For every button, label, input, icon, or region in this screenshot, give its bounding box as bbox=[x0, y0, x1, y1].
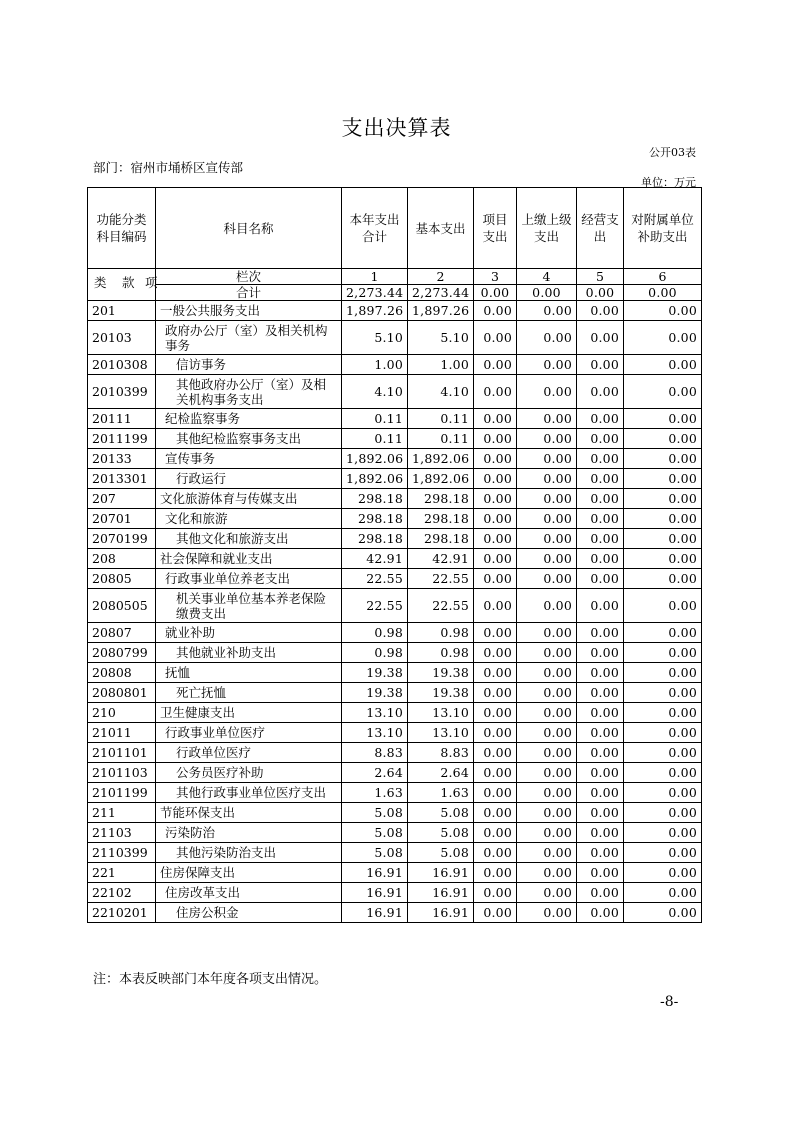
row-value: 19.38 bbox=[342, 683, 408, 703]
row-name: 其他文化和旅游支出 bbox=[156, 529, 342, 549]
table-row bbox=[88, 663, 702, 683]
table-row bbox=[88, 469, 702, 489]
row-code: 2010308 bbox=[88, 355, 156, 375]
total-value: 2,273.44 bbox=[408, 285, 474, 301]
total-value: 0.00 bbox=[474, 285, 517, 301]
table-row bbox=[88, 903, 702, 923]
header-business: 经营支出 bbox=[577, 188, 624, 269]
row-value: 0.00 bbox=[474, 301, 517, 321]
row-code: 2110399 bbox=[88, 843, 156, 863]
row-code: 20133 bbox=[88, 449, 156, 469]
row-value: 0.00 bbox=[577, 723, 624, 743]
row-value: 0.00 bbox=[474, 409, 517, 429]
row-name: 住房保障支出 bbox=[156, 863, 342, 883]
row-value: 2.64 bbox=[342, 763, 408, 783]
row-value: 0.00 bbox=[577, 469, 624, 489]
row-value: 298.18 bbox=[342, 529, 408, 549]
row-value: 0.00 bbox=[624, 355, 702, 375]
table-row bbox=[88, 355, 702, 375]
row-value: 19.38 bbox=[342, 663, 408, 683]
row-code: 2011199 bbox=[88, 429, 156, 449]
row-value: 0.00 bbox=[517, 743, 577, 763]
row-value: 0.00 bbox=[517, 549, 577, 569]
row-value: 0.00 bbox=[624, 863, 702, 883]
row-name: 文化旅游体育与传媒支出 bbox=[156, 489, 342, 509]
row-code: 210 bbox=[88, 703, 156, 723]
row-value: 16.91 bbox=[342, 883, 408, 903]
row-name: 污染防治 bbox=[156, 823, 342, 843]
row-value: 0.00 bbox=[624, 469, 702, 489]
row-code: 207 bbox=[88, 489, 156, 509]
row-value: 1,892.06 bbox=[342, 469, 408, 489]
unit-label: 单位：万元 bbox=[641, 176, 696, 189]
row-value: 0.98 bbox=[342, 623, 408, 643]
row-value: 0.00 bbox=[624, 409, 702, 429]
row-code: 21103 bbox=[88, 823, 156, 843]
row-value: 0.00 bbox=[474, 723, 517, 743]
row-name: 其他纪检监察事务支出 bbox=[156, 429, 342, 449]
header-basic: 基本支出 bbox=[408, 188, 474, 269]
row-value: 0.00 bbox=[517, 469, 577, 489]
row-value: 0.00 bbox=[474, 321, 517, 355]
row-value: 42.91 bbox=[342, 549, 408, 569]
row-value: 0.00 bbox=[474, 903, 517, 923]
row-code: 2013301 bbox=[88, 469, 156, 489]
row-value: 0.00 bbox=[474, 843, 517, 863]
row-value: 298.18 bbox=[342, 509, 408, 529]
total-value: 0.00 bbox=[577, 285, 624, 301]
row-value: 0.00 bbox=[624, 429, 702, 449]
row-value: 0.00 bbox=[577, 589, 624, 623]
row-name: 住房改革支出 bbox=[156, 883, 342, 903]
row-value: 0.00 bbox=[624, 723, 702, 743]
row-value: 0.00 bbox=[577, 509, 624, 529]
table-row bbox=[88, 623, 702, 643]
row-value: 0.00 bbox=[517, 723, 577, 743]
expenditure-table bbox=[87, 187, 702, 923]
row-value: 0.00 bbox=[624, 643, 702, 663]
row-value: 0.00 bbox=[517, 509, 577, 529]
row-value: 0.00 bbox=[517, 355, 577, 375]
table-row bbox=[88, 449, 702, 469]
row-name: 政府办公厅（室）及相关机构事务 bbox=[156, 321, 342, 355]
row-code: 20805 bbox=[88, 569, 156, 589]
row-name: 信访事务 bbox=[156, 355, 342, 375]
header-total: 本年支出合计 bbox=[342, 188, 408, 269]
table-row bbox=[88, 703, 702, 723]
row-value: 0.00 bbox=[517, 663, 577, 683]
col-num-6: 6 bbox=[624, 269, 702, 285]
row-value: 0.00 bbox=[577, 883, 624, 903]
row-value: 22.55 bbox=[408, 589, 474, 623]
row-value: 0.00 bbox=[517, 683, 577, 703]
row-value: 0.00 bbox=[624, 743, 702, 763]
lei-label: 类 bbox=[94, 275, 107, 290]
row-value: 0.00 bbox=[474, 623, 517, 643]
row-value: 1.63 bbox=[408, 783, 474, 803]
table-row bbox=[88, 643, 702, 663]
row-value: 22.55 bbox=[408, 569, 474, 589]
row-value: 0.11 bbox=[342, 409, 408, 429]
lanci-label: 栏次 bbox=[156, 269, 342, 285]
row-name: 社会保障和就业支出 bbox=[156, 549, 342, 569]
table-row bbox=[88, 823, 702, 843]
row-value: 0.00 bbox=[517, 375, 577, 409]
row-value: 0.00 bbox=[517, 763, 577, 783]
row-value: 8.83 bbox=[342, 743, 408, 763]
row-name: 卫生健康支出 bbox=[156, 703, 342, 723]
row-value: 0.00 bbox=[517, 569, 577, 589]
row-value: 1,892.06 bbox=[408, 449, 474, 469]
row-value: 0.00 bbox=[517, 321, 577, 355]
row-name: 行政单位医疗 bbox=[156, 743, 342, 763]
row-value: 0.00 bbox=[577, 529, 624, 549]
row-value: 42.91 bbox=[408, 549, 474, 569]
row-value: 5.10 bbox=[342, 321, 408, 355]
row-value: 0.98 bbox=[408, 643, 474, 663]
row-value: 0.00 bbox=[474, 643, 517, 663]
total-row bbox=[88, 285, 702, 301]
row-value: 0.00 bbox=[624, 375, 702, 409]
row-value: 0.00 bbox=[474, 509, 517, 529]
row-name: 纪检监察事务 bbox=[156, 409, 342, 429]
row-code: 20701 bbox=[88, 509, 156, 529]
row-value: 0.00 bbox=[577, 375, 624, 409]
row-value: 13.10 bbox=[408, 703, 474, 723]
table-row bbox=[88, 743, 702, 763]
row-value: 0.00 bbox=[577, 449, 624, 469]
row-name: 住房公积金 bbox=[156, 903, 342, 923]
row-name: 行政运行 bbox=[156, 469, 342, 489]
row-code: 211 bbox=[88, 803, 156, 823]
row-value: 16.91 bbox=[408, 863, 474, 883]
row-name: 宣传事务 bbox=[156, 449, 342, 469]
row-code: 2010399 bbox=[88, 375, 156, 409]
row-code: 2210201 bbox=[88, 903, 156, 923]
row-value: 0.00 bbox=[474, 863, 517, 883]
row-value: 0.11 bbox=[342, 429, 408, 449]
row-value: 0.00 bbox=[624, 823, 702, 843]
row-value: 0.00 bbox=[624, 683, 702, 703]
row-value: 0.00 bbox=[577, 903, 624, 923]
row-name: 抚恤 bbox=[156, 663, 342, 683]
row-value: 1.00 bbox=[408, 355, 474, 375]
row-value: 0.00 bbox=[474, 449, 517, 469]
table-row bbox=[88, 429, 702, 449]
row-value: 0.00 bbox=[517, 589, 577, 623]
row-value: 0.00 bbox=[624, 843, 702, 863]
row-code: 22102 bbox=[88, 883, 156, 903]
table-row bbox=[88, 863, 702, 883]
row-value: 2.64 bbox=[408, 763, 474, 783]
row-value: 13.10 bbox=[408, 723, 474, 743]
row-value: 5.08 bbox=[408, 843, 474, 863]
table-row bbox=[88, 723, 702, 743]
row-value: 5.08 bbox=[342, 823, 408, 843]
col-num-1: 1 bbox=[342, 269, 408, 285]
row-value: 1,897.26 bbox=[342, 301, 408, 321]
header-subsidy: 对附属单位补助支出 bbox=[624, 188, 702, 269]
row-code: 2080801 bbox=[88, 683, 156, 703]
row-value: 5.10 bbox=[408, 321, 474, 355]
row-value: 298.18 bbox=[408, 529, 474, 549]
row-value: 1,892.06 bbox=[408, 469, 474, 489]
row-value: 0.00 bbox=[577, 355, 624, 375]
table-row bbox=[88, 321, 702, 355]
table-row bbox=[88, 489, 702, 509]
row-value: 0.98 bbox=[408, 623, 474, 643]
row-value: 0.00 bbox=[624, 589, 702, 623]
row-value: 0.00 bbox=[474, 549, 517, 569]
row-value: 0.00 bbox=[474, 703, 517, 723]
row-value: 8.83 bbox=[408, 743, 474, 763]
total-value: 0.00 bbox=[624, 285, 702, 301]
row-value: 0.00 bbox=[517, 863, 577, 883]
row-value: 0.00 bbox=[474, 469, 517, 489]
row-value: 0.00 bbox=[517, 843, 577, 863]
row-value: 0.00 bbox=[624, 549, 702, 569]
row-name: 公务员医疗补助 bbox=[156, 763, 342, 783]
header-upper: 上缴上级支出 bbox=[517, 188, 577, 269]
row-value: 0.00 bbox=[474, 529, 517, 549]
row-name: 其他政府办公厅（室）及相关机构事务支出 bbox=[156, 375, 342, 409]
row-name: 就业补助 bbox=[156, 623, 342, 643]
table-row bbox=[88, 683, 702, 703]
row-value: 4.10 bbox=[408, 375, 474, 409]
row-value: 0.00 bbox=[474, 683, 517, 703]
row-value: 0.00 bbox=[624, 301, 702, 321]
total-value: 2,273.44 bbox=[342, 285, 408, 301]
row-code: 221 bbox=[88, 863, 156, 883]
row-value: 298.18 bbox=[342, 489, 408, 509]
table-row bbox=[88, 589, 702, 623]
row-value: 0.00 bbox=[624, 529, 702, 549]
row-value: 0.00 bbox=[517, 623, 577, 643]
row-value: 0.00 bbox=[517, 409, 577, 429]
row-value: 0.00 bbox=[577, 783, 624, 803]
row-code: 2080505 bbox=[88, 589, 156, 623]
row-value: 0.00 bbox=[474, 589, 517, 623]
row-name: 文化和旅游 bbox=[156, 509, 342, 529]
row-value: 0.00 bbox=[624, 663, 702, 683]
row-value: 0.00 bbox=[517, 301, 577, 321]
row-value: 0.00 bbox=[624, 903, 702, 923]
table-row bbox=[88, 843, 702, 863]
row-value: 0.00 bbox=[577, 683, 624, 703]
total-label: 合计 bbox=[156, 285, 342, 301]
row-name: 死亡抚恤 bbox=[156, 683, 342, 703]
table-row bbox=[88, 783, 702, 803]
row-name: 节能环保支出 bbox=[156, 803, 342, 823]
row-name: 行政事业单位医疗 bbox=[156, 723, 342, 743]
row-value: 1,897.26 bbox=[408, 301, 474, 321]
table-row bbox=[88, 763, 702, 783]
row-value: 4.10 bbox=[342, 375, 408, 409]
row-value: 0.00 bbox=[474, 569, 517, 589]
xiang-label: 项 bbox=[145, 275, 158, 290]
table-row bbox=[88, 569, 702, 589]
row-value: 0.00 bbox=[474, 763, 517, 783]
row-value: 0.00 bbox=[577, 663, 624, 683]
row-code: 20111 bbox=[88, 409, 156, 429]
total-value: 0.00 bbox=[517, 285, 577, 301]
row-value: 0.00 bbox=[624, 763, 702, 783]
row-code: 20103 bbox=[88, 321, 156, 355]
row-value: 0.00 bbox=[474, 823, 517, 843]
row-code: 20807 bbox=[88, 623, 156, 643]
row-value: 0.00 bbox=[474, 429, 517, 449]
row-code: 2101103 bbox=[88, 763, 156, 783]
header-project: 项目支出 bbox=[474, 188, 517, 269]
page-title: 支出决算表 bbox=[341, 116, 452, 140]
row-value: 16.91 bbox=[408, 883, 474, 903]
row-value: 0.00 bbox=[474, 783, 517, 803]
col-num-3: 3 bbox=[474, 269, 517, 285]
col-num-4: 4 bbox=[517, 269, 577, 285]
form-number: 公开03表 bbox=[649, 146, 696, 159]
row-value: 0.00 bbox=[624, 803, 702, 823]
row-value: 0.00 bbox=[517, 489, 577, 509]
row-value: 0.00 bbox=[474, 375, 517, 409]
row-value: 0.00 bbox=[577, 301, 624, 321]
row-value: 0.11 bbox=[408, 429, 474, 449]
row-value: 298.18 bbox=[408, 489, 474, 509]
row-value: 0.00 bbox=[624, 509, 702, 529]
row-code: 20808 bbox=[88, 663, 156, 683]
kuan-label: 款 bbox=[122, 275, 135, 290]
row-value: 0.00 bbox=[577, 763, 624, 783]
row-value: 0.00 bbox=[577, 643, 624, 663]
row-value: 1.63 bbox=[342, 783, 408, 803]
row-value: 0.00 bbox=[517, 529, 577, 549]
column-number-row bbox=[88, 269, 702, 285]
row-value: 5.08 bbox=[342, 803, 408, 823]
row-value: 0.00 bbox=[517, 823, 577, 843]
row-value: 0.00 bbox=[517, 449, 577, 469]
row-value: 5.08 bbox=[408, 823, 474, 843]
row-value: 0.00 bbox=[474, 883, 517, 903]
row-value: 19.38 bbox=[408, 663, 474, 683]
row-value: 0.00 bbox=[517, 783, 577, 803]
row-value: 0.00 bbox=[624, 623, 702, 643]
row-value: 5.08 bbox=[342, 843, 408, 863]
table-row bbox=[88, 509, 702, 529]
row-value: 0.00 bbox=[577, 623, 624, 643]
row-value: 0.00 bbox=[624, 703, 702, 723]
row-value: 0.00 bbox=[517, 703, 577, 723]
page-number: -8- bbox=[660, 994, 679, 1010]
row-value: 0.00 bbox=[517, 803, 577, 823]
header-row bbox=[88, 188, 702, 269]
row-name: 行政事业单位养老支出 bbox=[156, 569, 342, 589]
row-value: 22.55 bbox=[342, 589, 408, 623]
row-value: 0.00 bbox=[474, 743, 517, 763]
row-value: 0.11 bbox=[408, 409, 474, 429]
row-value: 0.00 bbox=[577, 569, 624, 589]
row-value: 0.00 bbox=[577, 489, 624, 509]
table-note: 注：本表反映部门本年度各项支出情况。 bbox=[93, 972, 328, 987]
row-value: 0.00 bbox=[517, 643, 577, 663]
row-value: 0.00 bbox=[624, 321, 702, 355]
row-value: 0.00 bbox=[624, 489, 702, 509]
row-value: 13.10 bbox=[342, 723, 408, 743]
row-code: 2101199 bbox=[88, 783, 156, 803]
table-row bbox=[88, 549, 702, 569]
row-value: 0.00 bbox=[474, 355, 517, 375]
row-value: 0.00 bbox=[577, 743, 624, 763]
row-name: 其他行政事业单位医疗支出 bbox=[156, 783, 342, 803]
row-value: 0.00 bbox=[517, 883, 577, 903]
row-value: 0.00 bbox=[577, 703, 624, 723]
row-value: 0.00 bbox=[517, 903, 577, 923]
row-value: 0.00 bbox=[624, 569, 702, 589]
row-code: 201 bbox=[88, 301, 156, 321]
row-name: 机关事业单位基本养老保险缴费支出 bbox=[156, 589, 342, 623]
row-value: 22.55 bbox=[342, 569, 408, 589]
department-label: 部门：宿州市埇桥区宣传部 bbox=[93, 160, 244, 175]
row-value: 16.91 bbox=[342, 863, 408, 883]
row-value: 0.00 bbox=[474, 489, 517, 509]
row-value: 1.00 bbox=[342, 355, 408, 375]
table-row bbox=[88, 803, 702, 823]
row-value: 0.00 bbox=[624, 783, 702, 803]
row-code: 208 bbox=[88, 549, 156, 569]
table-row bbox=[88, 301, 702, 321]
row-value: 16.91 bbox=[342, 903, 408, 923]
row-value: 0.00 bbox=[577, 863, 624, 883]
row-value: 0.00 bbox=[577, 803, 624, 823]
row-value: 0.00 bbox=[577, 429, 624, 449]
row-value: 0.00 bbox=[517, 429, 577, 449]
lei-kuan-xiang-cell bbox=[88, 269, 156, 301]
row-value: 19.38 bbox=[408, 683, 474, 703]
col-num-5: 5 bbox=[577, 269, 624, 285]
row-value: 0.00 bbox=[577, 321, 624, 355]
row-name: 其他就业补助支出 bbox=[156, 643, 342, 663]
row-value: 1,892.06 bbox=[342, 449, 408, 469]
row-name: 其他污染防治支出 bbox=[156, 843, 342, 863]
row-value: 13.10 bbox=[342, 703, 408, 723]
row-value: 0.00 bbox=[577, 549, 624, 569]
row-value: 0.00 bbox=[577, 409, 624, 429]
row-value: 0.00 bbox=[474, 803, 517, 823]
row-value: 5.08 bbox=[408, 803, 474, 823]
row-code: 2080799 bbox=[88, 643, 156, 663]
header-name: 科目名称 bbox=[156, 188, 342, 269]
header-code: 功能分类科目编码 bbox=[88, 188, 156, 269]
row-value: 0.00 bbox=[577, 823, 624, 843]
table-row bbox=[88, 375, 702, 409]
row-value: 0.00 bbox=[624, 449, 702, 469]
row-code: 21011 bbox=[88, 723, 156, 743]
row-value: 0.00 bbox=[624, 883, 702, 903]
row-value: 0.98 bbox=[342, 643, 408, 663]
col-num-2: 2 bbox=[408, 269, 474, 285]
row-value: 16.91 bbox=[408, 903, 474, 923]
row-name: 一般公共服务支出 bbox=[156, 301, 342, 321]
row-value: 0.00 bbox=[474, 663, 517, 683]
row-value: 298.18 bbox=[408, 509, 474, 529]
table-row bbox=[88, 409, 702, 429]
table-body bbox=[88, 188, 702, 923]
row-code: 2101101 bbox=[88, 743, 156, 763]
row-code: 2070199 bbox=[88, 529, 156, 549]
table-row bbox=[88, 883, 702, 903]
row-value: 0.00 bbox=[577, 843, 624, 863]
table-row bbox=[88, 529, 702, 549]
